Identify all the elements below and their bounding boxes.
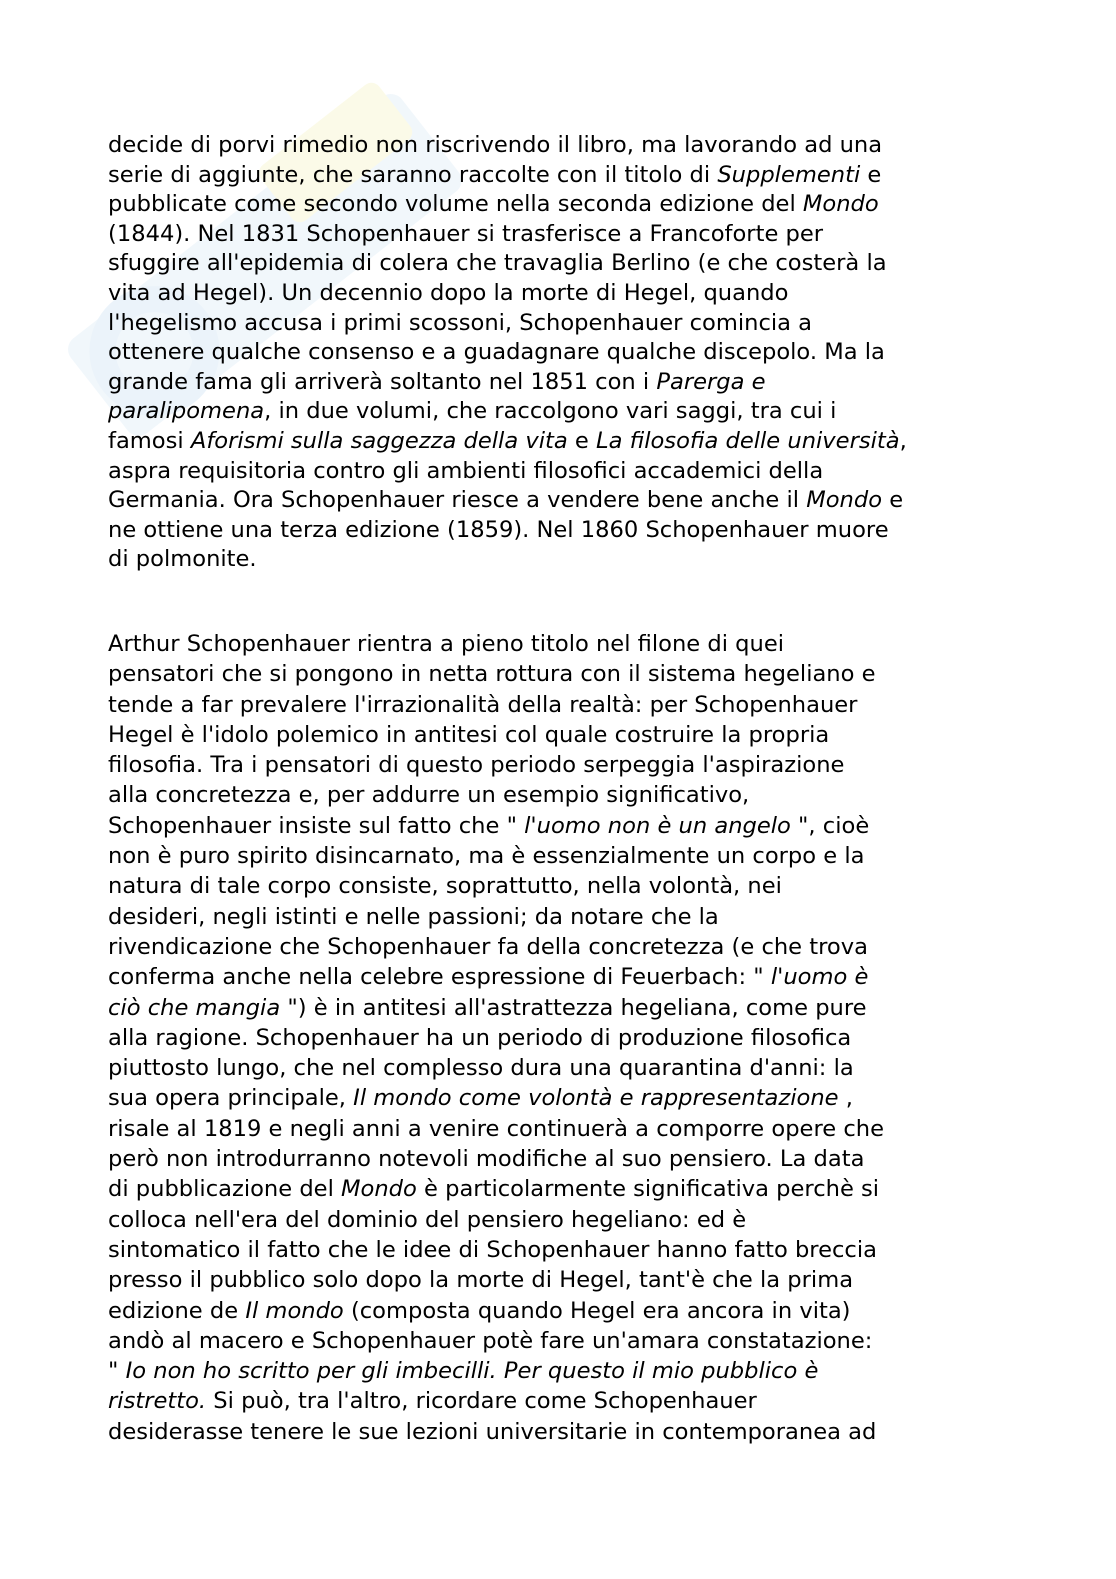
text-run: però non introdurranno notevoli modifiche al suo pensiero. La data [108,1146,865,1173]
italic-title: Mondo [806,487,883,514]
italic-title: ciò che mangia [108,994,281,1021]
text-run: decide di porvi rimedio non riscrivendo il libro, ma lavorando ad una [108,132,883,158]
text-run: è particolarmente significativa perchè si [416,1176,880,1203]
text-run: ne ottiene una terza edizione (1859). Nel 1860 Schopenhauer muore [108,516,889,543]
text-line [108,841,1008,871]
text-line [108,811,1008,841]
text-line [108,220,1008,250]
text-run: filosofia. Tra i pensatori di questo periodo serpeggia l'aspirazione [108,752,845,779]
text-run: ") è in antitesi all'astrattezza hegeliana, come pure [280,994,867,1021]
text-run: natura di tale corpo consiste, soprattutto, nella volontà, nei [108,873,782,900]
text-line [108,932,1008,962]
text-line [108,279,1008,309]
text-run: Arthur Schopenhauer rientra a pieno titolo nel filone di quei [108,631,785,657]
text-run: l'hegelismo accusa i primi scossoni, Schopenhauer comincia a [108,309,813,336]
italic-title: Il mondo [245,1297,344,1324]
text-line [108,1417,1008,1447]
text-run: pensatori che si pongono in netta rottura con il sistema hegeliano e [108,661,876,688]
text-run: serie di aggiunte, che saranno raccolte con il titolo di [108,161,718,188]
text-run: tende a far prevalere l'irrazionalità della realtà: per Schopenhauer [108,691,858,718]
text-run: Germania. Ora Schopenhauer riesce a vendere bene anche il [108,487,807,514]
text-run: , [899,427,907,454]
text-line [108,1144,1008,1174]
text-line [108,516,1008,546]
text-run: ", cioè [790,812,870,839]
text-run: conferma anche nella celebre espressione di Feuerbach: " [108,964,771,991]
italic-title: l'uomo è [770,964,869,991]
italic-title: Supplementi [717,161,861,188]
text-line [108,1205,1008,1235]
text-line [108,690,1008,720]
text-line [108,1053,1008,1083]
text-run: edizione de [108,1297,246,1324]
text-line [108,249,1008,279]
text-line [108,397,1008,427]
text-run: presso il pubblico solo dopo la morte di Hegel, tant'è che la prima [108,1267,854,1294]
text-line [108,1114,1008,1144]
text-run: (composta quando Hegel era ancora in vita) [343,1297,851,1324]
text-run: colloca nell'era del dominio del pensiero hegeliano: ed è [108,1206,747,1233]
text-run: Schopenhauer insiste sul fatto che " [108,812,525,839]
text-run: alla concretezza e, per addurre un esempio significativo, [108,782,750,809]
italic-title: paralipomena [108,398,265,425]
text-run: , in due volumi, che raccolgono vari saggi, tra cui i [264,398,837,425]
text-line [108,1386,1008,1416]
italic-title: Mondo [341,1176,417,1203]
text-line [108,871,1008,901]
text-run: sintomatico il fatto che le idee di Schopenhauer hanno fatto breccia [108,1236,877,1263]
text-line [108,190,1008,220]
text-run: non è puro spirito disincarnato, ma è essenzialmente un corpo e la [108,843,865,870]
text-run: di polmonite. [108,546,257,573]
text-line [108,457,1008,487]
italic-title: Aforismi sulla saggezza della vita [190,427,568,454]
text-run: ottenere qualche consenso e a guadagnare qualche discepolo. Ma la [108,339,885,366]
paragraph-1 [108,131,1008,575]
text-line [108,545,1008,575]
text-run: pubblicate come secondo volume nella seconda edizione del [108,191,803,218]
text-run: e [882,487,904,514]
text-run: sua opera principale, [108,1085,354,1112]
text-run: famosi [108,427,191,454]
text-line [108,1326,1008,1356]
text-line [108,720,1008,750]
text-run: " [108,1358,126,1385]
text-run: e [567,427,596,454]
text-line [108,161,1008,191]
text-run: (1844). Nel 1831 Schopenhauer si trasferisce a Francoforte per [108,220,824,247]
text-run: andò al macero e Schopenhauer potè fare un'amara constatazione: [108,1327,873,1354]
italic-title: Il mondo come volontà e rappresentazione [353,1085,839,1112]
text-line [108,309,1008,339]
text-line [108,368,1008,398]
text-run: Hegel è l'idolo polemico in antitesi col quale costruire la propria [108,721,830,748]
paragraph-2 [108,629,1008,1447]
text-line [108,629,1008,659]
text-line [108,338,1008,368]
italic-title: La filosofia delle università [595,427,900,454]
text-line [108,780,1008,810]
text-line [108,962,1008,992]
text-line [108,1356,1008,1386]
text-line [108,993,1008,1023]
text-line [108,486,1008,516]
text-line [108,131,1008,161]
text-run: grande fama gli arriverà soltanto nel 1851 con i [108,368,657,395]
text-line [108,750,1008,780]
italic-title: Io non ho scritto per gli imbecilli. Per questo il mio pubblico è [125,1358,819,1385]
italic-title: Mondo [802,191,879,218]
text-run: desiderasse tenere le sue lezioni universitarie in contemporanea ad [108,1418,877,1445]
text-run: aspra requisitoria contro gli ambienti filosofici accademici della [108,457,824,484]
text-line [108,1083,1008,1113]
italic-title: l'uomo non è un angelo [524,812,791,839]
text-run: Si può, tra l'altro, ricordare come Schopenhauer [206,1388,757,1415]
text-line [108,659,1008,689]
text-line [108,1174,1008,1204]
text-run: sfuggire all'epidemia di colera che travaglia Berlino (e che costerà la [108,250,887,277]
text-run: di pubblicazione del [108,1176,342,1203]
text-run: rivendicazione che Schopenhauer fa della concretezza (e che trova [108,933,868,960]
text-line [108,427,1008,457]
text-line [108,1265,1008,1295]
italic-title: Parerga e [656,368,766,395]
text-run: risale al 1819 e negli anni a venire continuerà a comporre opere che [108,1115,884,1142]
text-run: vita ad Hegel). Un decennio dopo la morte di Hegel, quando [108,279,789,306]
text-run: e [860,161,882,188]
text-run: desideri, negli istinti e nelle passioni; da notare che la [108,903,719,930]
text-line [108,1023,1008,1053]
text-run: piuttosto lungo, che nel complesso dura una quarantina d'anni: la [108,1055,854,1082]
text-line [108,902,1008,932]
text-run: alla ragione. Schopenhauer ha un periodo di produzione filosofica [108,1024,852,1051]
text-line [108,1235,1008,1265]
italic-title: ristretto. [108,1388,207,1415]
text-line [108,1296,1008,1326]
text-run: , [838,1085,853,1112]
